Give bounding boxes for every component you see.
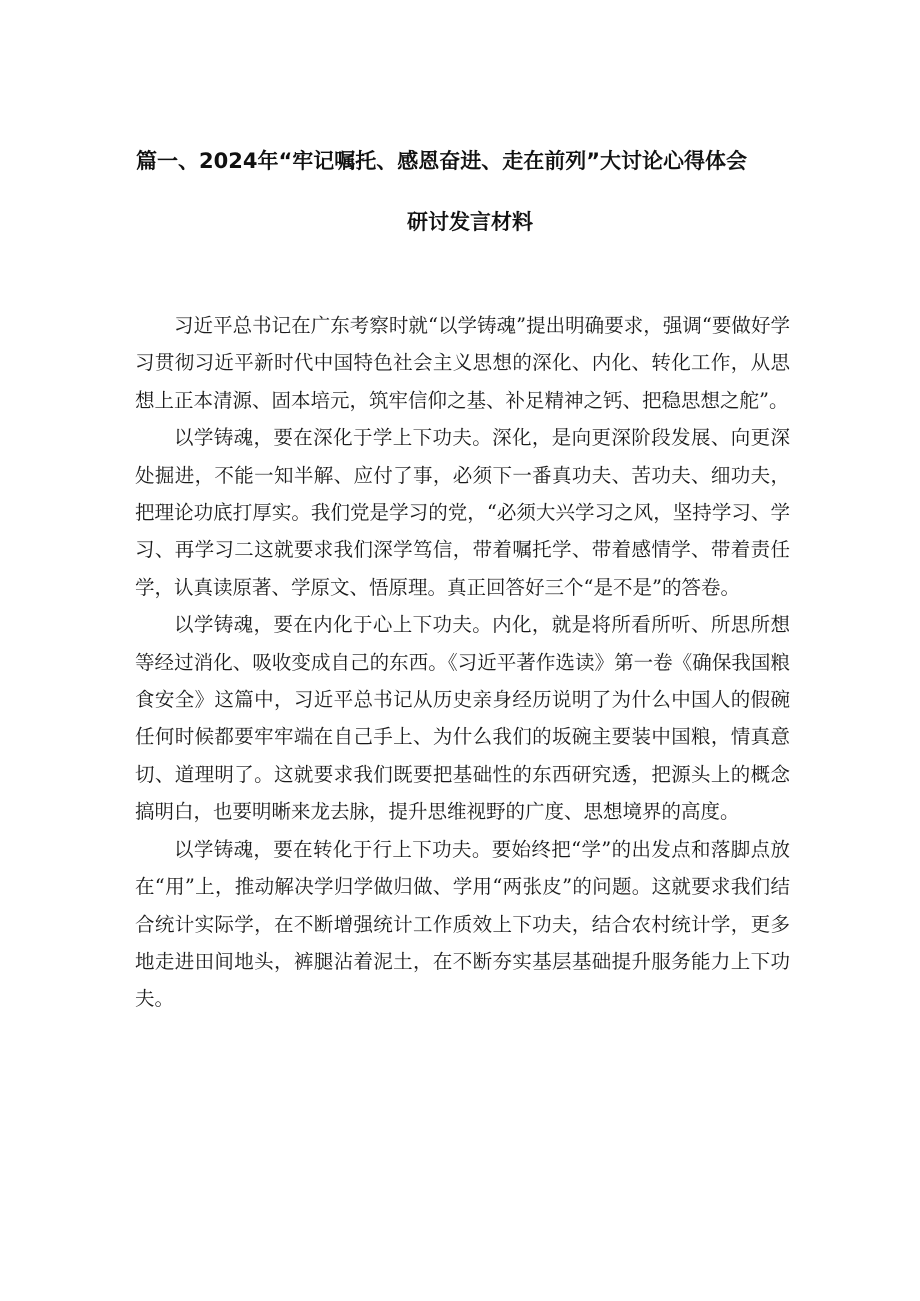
paragraph: 以学铸魂，要在转化于行上下功夫。要始终把“学”的出发点和落脚点放在“用”上，推动解决学归学做归做、学用“两张皮”的问题。这就要求我们结合统计实际学，在不断增强统计工作质效上下功夫，结合农村统计学，更多地走进田间地头，裤腿沾着泥土，在不断夯实基层基础提升服务能力上下功夫。 [135, 837, 790, 1011]
paragraph: 习近平总书记在广东考察时就“以学铸魂”提出明确要求，强调“要做好学习贯彻习近平新时代中国特色社会主义思想的深化、内化、转化工作，从思想上正本清源、固本培元，筑牢信仰之基、补足精神之钙、把稳思想之舵”。 [135, 314, 790, 412]
paragraph: 以学铸魂，要在内化于心上下功夫。内化，就是将所看所听、所思所想等经过消化、吸收变成自己的东西。《习近平著作选读》第一卷《确保我国粮食安全》这篇中，习近平总书记从历史亲身经历说明了为什么中国人的假碗任何时候都要牢牢端在自己手上、为什么我们的坂碗主要装中国粮，情真意切、道理明了。这就要求我们既要把基础性的东西研究透，把源头上的概念搞明白，也要明晰来龙去脉，提升思维视野的广度、思想境界的高度。 [135, 613, 790, 824]
paragraph: 以学铸魂，要在深化于学上下功夫。深化，是向更深阶段发展、向更深处掘进，不能一知半解、应付了事，必须下一番真功夫、苦功夫、细功夫，把理论功底打厚实。我们党是学习的党，“必须大兴学习之风，坚持学习、学习、再学习二这就要求我们深学笃信，带着嘱托学、带着感情学、带着责任学，认真读原著、学原文、悟原理。真正回答好三个“是不是”的答卷。 [135, 426, 790, 599]
document-subtitle: 研讨发言材料 [407, 210, 533, 234]
document-body [135, 307, 790, 1018]
document-title: 篇一、2024年“牢记嘱托、感恩奋进、走在前列”大讨论心得体会 [136, 149, 748, 173]
